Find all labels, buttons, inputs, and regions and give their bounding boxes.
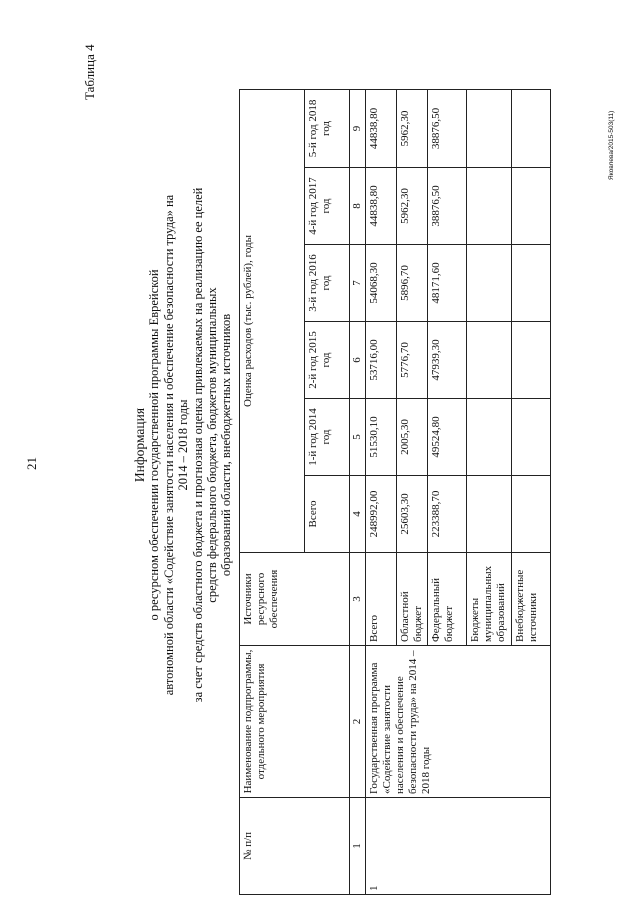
value-cell [467,322,512,399]
value-cell [467,89,512,167]
header-row [240,89,305,894]
header-num: № п/п [240,798,350,895]
value-cell [467,168,512,245]
source-cell: Всего [366,553,397,646]
column-index: 5 [350,399,366,476]
value-cell [512,168,551,245]
column-index: 2 [350,646,366,798]
value-cell [512,245,551,322]
total-cell: 25603,30 [397,476,428,553]
value-cell [467,245,512,322]
header-source: Источники ресурсного обеспечения [240,553,350,646]
header-name: Наименование подпрограммы, отдельного мероприятия [240,646,350,798]
title-line: Информация [132,407,147,483]
page-number: 21 [24,457,39,470]
table-row [366,89,397,894]
title-line: о ресурсном обеспечении государственной программы Еврейской [147,269,162,621]
title-line: средств федерального бюджета, бюджетов муниципальных [205,287,220,603]
value-cell: 38876,50 [428,168,467,245]
column-index: 9 [350,89,366,167]
source-cell: Федеральный бюджет [428,553,467,646]
total-cell: 248992,00 [366,476,397,553]
document-id: Яковлева/2015-503(11) [608,110,615,180]
total-cell [467,476,512,553]
value-cell: 44838,80 [366,168,397,245]
value-cell: 5962,30 [397,89,428,167]
program-name: Государственная программа «Содействие занятости населения и обеспечение безопасности труда» на 2014 – 2018 годы [366,646,551,798]
value-cell: 54068,30 [366,245,397,322]
value-cell: 2005,30 [397,399,428,476]
total-cell: 223388,70 [428,476,467,553]
header-year: 3-й год 2016 год [305,245,350,322]
program-num: 1 [366,798,551,895]
total-cell [512,476,551,553]
value-cell: 48171,60 [428,245,467,322]
value-cell [512,399,551,476]
header-estimate: Оценка расходов (тыс. рублей), годы [240,89,305,552]
value-cell: 38876,50 [428,89,467,167]
title-line: за счет средств областного бюджета и прогнозная оценка привлекаемых на реализацию ее целей [190,187,205,703]
value-cell: 49524,80 [428,399,467,476]
column-index: 6 [350,322,366,399]
table-caption: Таблица 4 [82,44,97,100]
value-cell: 53716,00 [366,322,397,399]
value-cell [512,322,551,399]
resource-table [239,89,551,895]
column-index: 8 [350,168,366,245]
title-line: образований области, внебюджетных источников [219,313,234,577]
value-cell [512,89,551,167]
value-cell: 5962,30 [397,168,428,245]
header-year: 2-й год 2015 год [305,322,350,399]
column-index: 4 [350,476,366,553]
column-index: 3 [350,553,366,646]
header-total: Всего [305,476,350,553]
value-cell: 5776,70 [397,322,428,399]
value-cell: 44838,80 [366,89,397,167]
value-cell: 51530,10 [366,399,397,476]
column-index-row [350,89,366,894]
document-title [133,185,234,705]
source-cell: Бюджеты муниципальных образований [467,553,512,646]
value-cell: 5896,70 [397,245,428,322]
header-year: 1-й год 2014 год [305,399,350,476]
value-cell: 47939,30 [428,322,467,399]
column-index: 1 [350,798,366,895]
title-line: автономной области «Содействие занятости населения и обеспечение безопасности труда» на 2014 – 2018 годы [161,194,191,696]
column-index: 7 [350,245,366,322]
value-cell [467,399,512,476]
source-cell: Внебюджетные источники [512,553,551,646]
header-year: 4-й год 2017 год [305,168,350,245]
header-year: 5-й год 2018 год [305,89,350,167]
source-cell: Областной бюджет [397,553,428,646]
